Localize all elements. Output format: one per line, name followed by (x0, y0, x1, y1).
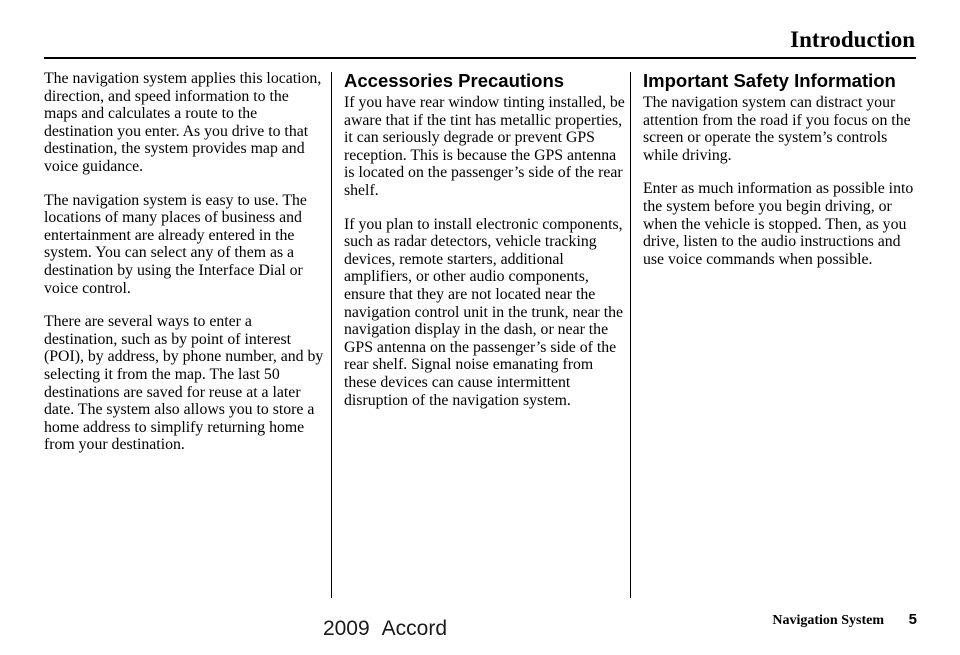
column-divider (331, 72, 332, 598)
middle-column (344, 70, 629, 425)
page-title: Introduction (790, 27, 915, 52)
page-number: 5 (908, 611, 917, 628)
paragraph: If you have rear window tinting installed, be aware that if the tint has metallic properties, it can seriously degrade or prevent GPS reception. This is because the GPS antenna is located on the passenger’s side of the rear shelf. (344, 94, 625, 199)
column-divider (630, 72, 631, 598)
paragraph: The navigation system can distract your attention from the road if you focus on the screen or operate the system’s controls while driving. (643, 94, 911, 164)
paragraph: Enter as much information as possible into the system before you begin driving, or when the vehicle is stopped. Then, as you drive, listen to the audio instructions and use voice commands when possible. (643, 180, 914, 268)
header-rule (44, 57, 916, 59)
paragraph: If you plan to install electronic components, such as radar detectors, vehicle tracking devices, remote starters, additional amplifiers, or other audio components, ensure that they are not located near the navigation control unit in the trunk, near the navigation display in the dash, or near the GPS antenna on the passenger’s side of the rear shelf. Signal noise emanating from these devices can cause intermittent disruption of the navigation system. (344, 215, 624, 409)
watermark (0, 616, 960, 642)
paragraph: The navigation system applies this location, direction, and speed information to the maps and calculates a route to the destination you enter. As you drive to that destination, the system provides map and voice guidance. (44, 70, 322, 175)
section-heading-accessories: Accessories Precautions (344, 70, 565, 91)
section-heading-safety: Important Safety Information (643, 70, 896, 91)
paragraph: The navigation system is easy to use. The locations of many places of business and entertainment are already entered in the system. You can select any of them as a destination by using the Interface Dial or voice control. (44, 191, 307, 297)
right-column (643, 70, 923, 284)
watermark-model: Accord (381, 617, 448, 640)
left-column (44, 70, 326, 470)
footer-section-label: Navigation System (772, 613, 884, 628)
paragraph: There are several ways to enter a destination, such as by point of interest (POI), by address, by phone number, and by selecting it from the map. The last 50 destinations are saved for reuse at a later date. The system also allows you to store a home address to simplify returning home from your destination. (44, 313, 324, 454)
watermark-year: 2009 (322, 617, 370, 640)
